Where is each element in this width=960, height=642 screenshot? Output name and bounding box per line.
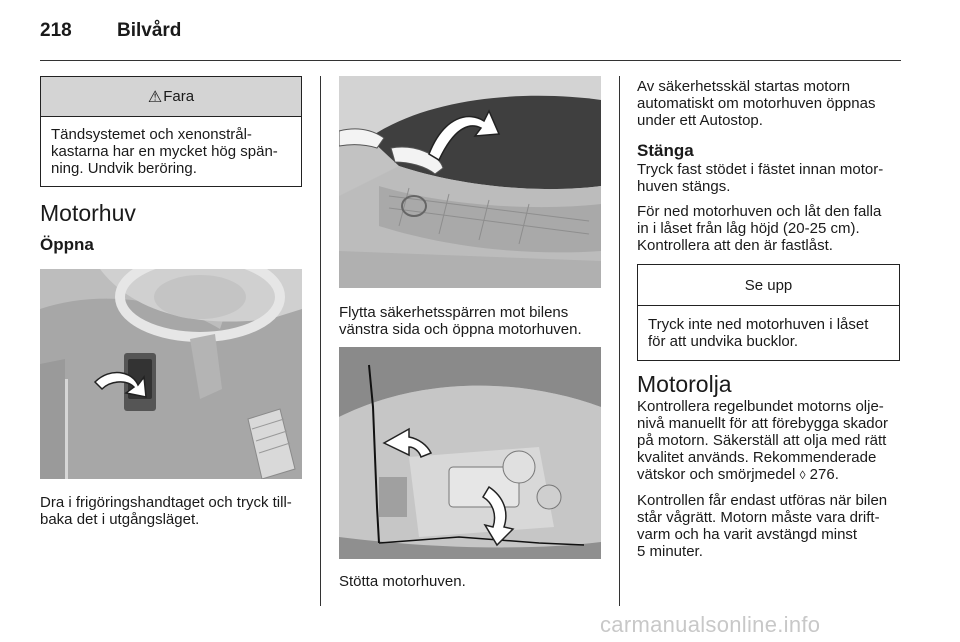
caution-text: Tryck inte ned motorhuven i låset för att undvika bucklor.: [648, 316, 869, 350]
oil-check-page-ref: 276.: [805, 466, 839, 483]
caution-body: [638, 306, 899, 360]
hood-support-rod-illustration: [339, 347, 601, 559]
warning-header: [41, 77, 301, 117]
column-left: [40, 76, 302, 528]
hood-lift-illustration: [339, 76, 601, 288]
subheading-stanga: Stänga: [637, 141, 694, 160]
danger-warning-box: [40, 76, 302, 187]
header-rule: [40, 60, 901, 61]
hood-release-handle-illustration: [40, 269, 302, 479]
caption-support-hood: Stötta motorhuven.: [339, 573, 466, 590]
column-right: [637, 76, 900, 560]
caution-header: Se upp: [638, 265, 899, 306]
heading-motorolja: Motorolja: [637, 371, 732, 397]
warning-title: Fara: [163, 88, 195, 105]
oil-check-text-part1: Kontrollera regelbundet motorns olje- nivå manuellt för att förebygga skador på motorn. Säkerställ att olja med rätt kvalitet används. Rekommenderade vätskor och smörjmedel: [637, 398, 888, 483]
warning-triangle-icon: ⚠: [147, 88, 163, 106]
oil-conditions-text: Kontrollen får endast utföras när bilen står vågrätt. Motorn måste vara drift- varm och ha varit avstängd minst 5 minuter.: [637, 492, 888, 560]
heading-motorhuv: Motorhuv: [40, 200, 136, 226]
section-title: Bilvård: [117, 20, 182, 41]
autostop-note: Av säkerhetsskäl startas motorn automatiskt om motorhuven öppnas under ett Autostop.: [637, 78, 876, 129]
caution-box: [637, 264, 900, 361]
column-divider-left: [320, 76, 321, 606]
page-number: 218: [40, 20, 72, 41]
subheading-oppna: Öppna: [40, 235, 94, 254]
warning-text: Tändsystemet och xenonstrål- kastarna har en mycket hög spän- ning. Undvik beröring.: [51, 126, 278, 177]
close-text-2: För ned motorhuven och låt den falla in i låset från låg höjd (20-25 cm). Kontrollera att den är fastlåst.: [637, 203, 882, 254]
close-text-1: Tryck fast stödet i fästet innan motor- huven stängs.: [637, 161, 884, 195]
watermark: carmanualsonline.info: [600, 612, 821, 637]
caption-safety-catch: Flytta säkerhetsspärren mot bilens vänstra sida och öppna motorhuven.: [339, 304, 582, 338]
warning-body: [41, 117, 301, 186]
column-middle: [339, 76, 601, 590]
column-divider-right: [619, 76, 620, 606]
caption-release-handle: Dra i frigöringshandtaget och tryck till- baka det i utgångsläget.: [40, 494, 292, 528]
oil-check-text: [637, 398, 900, 484]
page-reference-icon: ◊: [799, 468, 806, 482]
